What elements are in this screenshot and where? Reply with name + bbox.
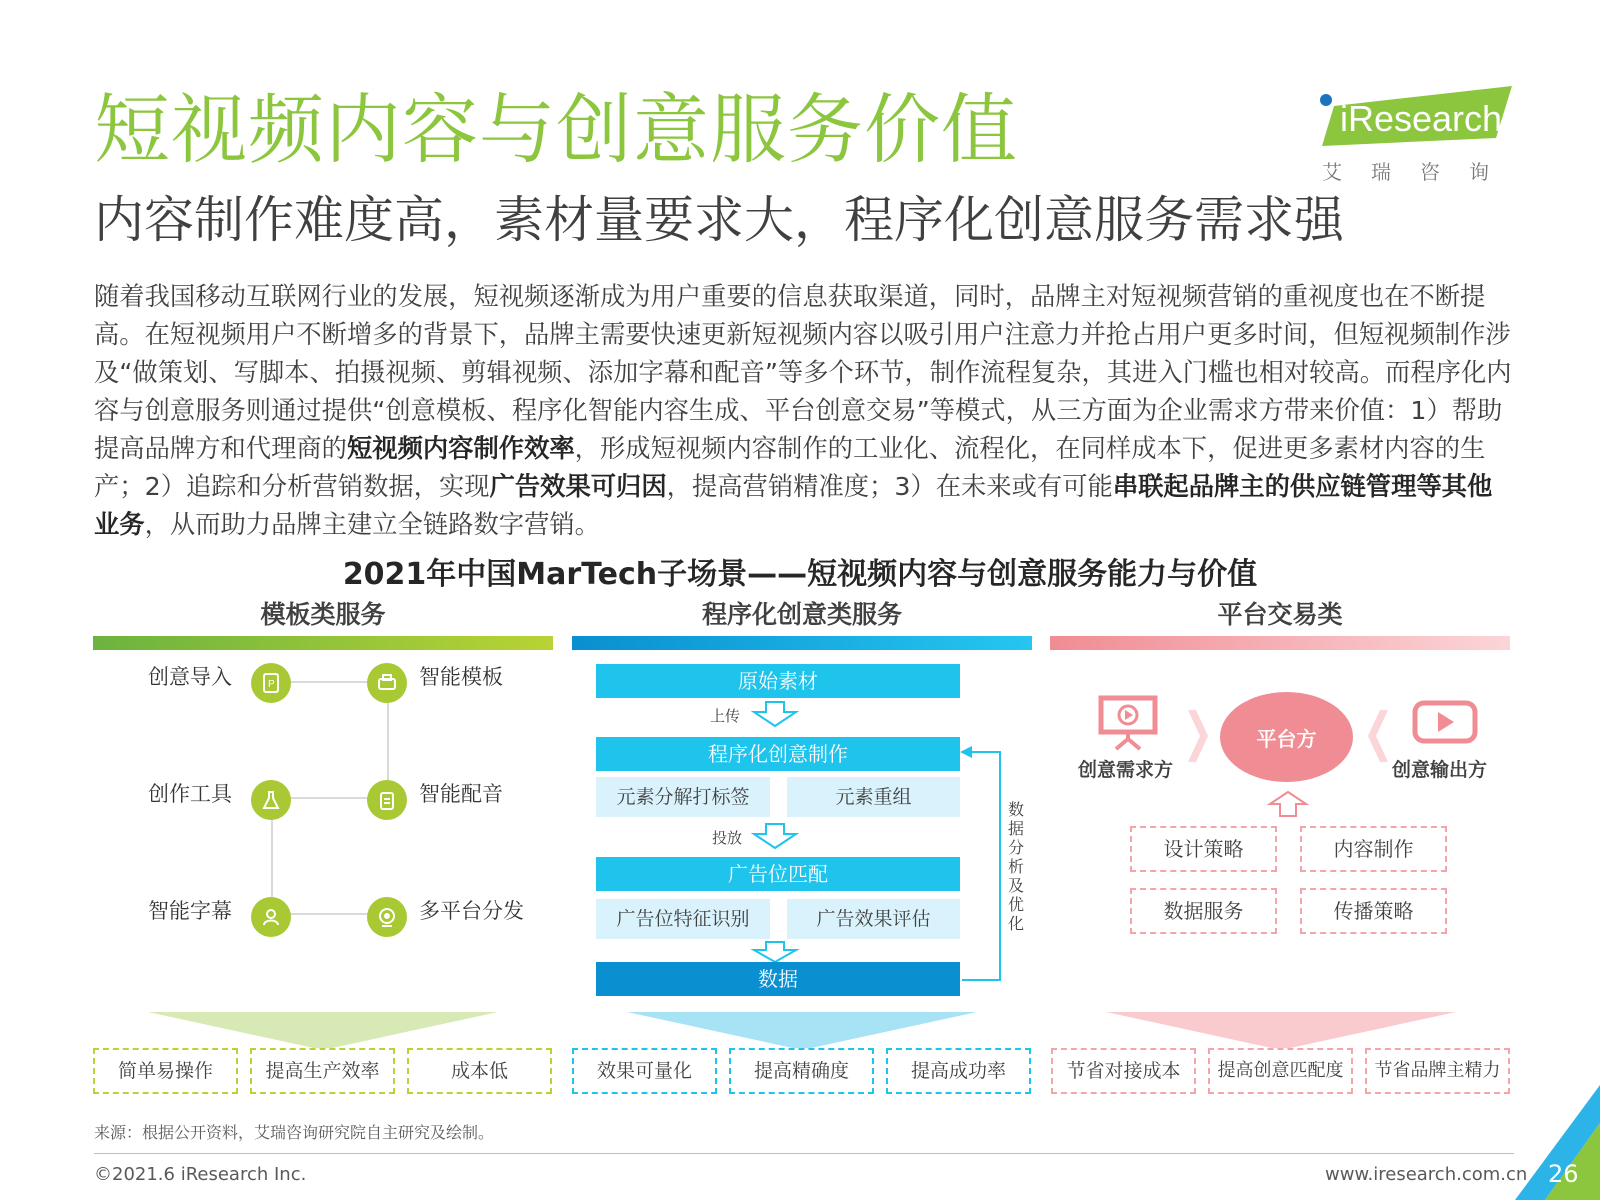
chevron-right-icon (1186, 708, 1210, 764)
user-icon (251, 897, 291, 937)
section-title-programmatic: 程序化创意类服务 (701, 600, 902, 629)
demand-side-label: 创意需求方 (1078, 759, 1174, 781)
output-side-label: 创意输出方 (1392, 759, 1488, 781)
down-arrow-icon (750, 822, 800, 850)
value-box: 提高生产效率 (250, 1048, 395, 1094)
diagram-title: 2021年中国MarTech子场景——短视频内容与创意服务能力与价值 (342, 557, 1258, 592)
ad-effect-eval-box: 广告效果评估 (787, 899, 960, 939)
video-play-icon (1412, 700, 1478, 748)
footer-divider (94, 1153, 1514, 1154)
presentation-icon (1098, 695, 1158, 755)
flask-icon (251, 780, 291, 820)
template-icon (367, 663, 407, 703)
down-arrow-icon (750, 700, 800, 728)
camera-icon (367, 897, 407, 937)
value-box: 效果可量化 (572, 1048, 717, 1094)
page-subtitle: 内容制作难度高，素材量要求大，程序化创意服务需求强 (94, 191, 1344, 249)
iresearch-logo (1320, 86, 1520, 154)
service-box: 传播策略 (1300, 888, 1447, 934)
page-number: 26 (1548, 1160, 1579, 1188)
value-box: 提高创意匹配度 (1208, 1048, 1353, 1094)
template-item-label: 智能字幕 (148, 899, 232, 923)
value-box: 节省品牌主精力 (1365, 1048, 1510, 1094)
value-box: 成本低 (407, 1048, 552, 1094)
section-bar-blue (572, 636, 1032, 650)
template-item-label: 智能配音 (419, 782, 503, 806)
template-item-label: 智能模板 (419, 665, 503, 689)
template-item-label: 创作工具 (148, 782, 232, 806)
paragraph-text: ，提高营销精准度；3）在未来或有可能 (666, 472, 1113, 501)
funnel-pink (1106, 1012, 1456, 1052)
template-item-label: 多平台分发 (419, 899, 524, 923)
section-bar-green (93, 636, 553, 650)
deliver-label: 投放 (712, 829, 743, 847)
section-title-template: 模板类服务 (260, 600, 386, 629)
raw-material-box: 原始素材 (596, 664, 960, 698)
feedback-loop-arrow (960, 745, 1005, 985)
copyright: ©2021.6 iResearch Inc. (94, 1164, 307, 1185)
paragraph-text: ，形成短视频内容制作的工业化、流程化，在同样成本下，促进更多素材内容的生产；2）追踪和分析营销数据，实现 (94, 434, 1486, 501)
down-arrow-icon (750, 940, 800, 964)
page-title: 短视频内容与创意服务价值 (94, 85, 1018, 174)
paragraph-text: 随着我国移动互联网行业的发展，短视频逐渐成为用户重要的信息获取渠道，同时，品牌主对短视频营销的重视度也在不断提高。在短视频用户不断增多的背景下，品牌主需要快速更新短视频内容以吸引用户注意力并抢占用户更多时间，但短视频制作涉及“做策划、写脚本、拍摄视频、剪辑视频、添加字幕和配音”等多个环节，制作流程复杂，其进入门槛也相对较高。而程序化内容与创意服务则通过提供“创意模板、程序化智能内容生成、平台创意交易”等模式，从三方面为企业需求方带来价值：1）帮助提高品牌方和代理商的 (94, 282, 1512, 463)
value-box: 提高成功率 (886, 1048, 1031, 1094)
intro-paragraph (94, 278, 1514, 544)
upload-label: 上传 (710, 707, 741, 725)
funnel-green (148, 1012, 498, 1052)
value-box: 节省对接成本 (1051, 1048, 1196, 1094)
ppt-icon (251, 663, 291, 703)
logo-text: iResearch (1340, 98, 1503, 139)
svg-text:P: P (268, 679, 275, 690)
paragraph-emphasis: 广告效果可归因 (489, 472, 667, 501)
value-box: 提高精确度 (729, 1048, 874, 1094)
template-item-label: 创意导入 (148, 665, 232, 689)
creative-production-box: 程序化创意制作 (596, 737, 960, 771)
up-arrow-icon (1267, 790, 1309, 818)
value-box: 简单易操作 (93, 1048, 238, 1094)
data-box: 数据 (596, 962, 960, 996)
website-link[interactable]: www.iresearch.com.cn (1325, 1164, 1528, 1185)
paragraph-text: ，从而助力品牌主建立全链路数字营销。 (144, 510, 600, 539)
paragraph-emphasis: 串联起品牌主的供应链管理等其他业务 (94, 472, 1493, 539)
clipboard-icon (367, 780, 407, 820)
service-box: 设计策略 (1130, 826, 1277, 872)
loop-label: 数据分析及优化 (1008, 800, 1025, 933)
service-box: 内容制作 (1300, 826, 1447, 872)
chevron-left-icon (1366, 708, 1390, 764)
section-title-platform: 平台交易类 (1217, 600, 1343, 629)
funnel-blue (627, 1012, 977, 1052)
section-bar-pink (1050, 636, 1510, 650)
source-note: 来源：根据公开资料，艾瑞咨询研究院自主研究及绘制。 (94, 1123, 495, 1142)
element-tagging-box: 元素分解打标签 (596, 777, 770, 817)
logo-chinese: 艾瑞咨询 (1322, 160, 1518, 184)
service-box: 数据服务 (1130, 888, 1277, 934)
platform-hub: 平台方 (1220, 692, 1353, 782)
element-recombine-box: 元素重组 (787, 777, 960, 817)
ad-slot-matching-box: 广告位匹配 (596, 857, 960, 891)
ad-slot-feature-box: 广告位特征识别 (596, 899, 770, 939)
paragraph-emphasis: 短视频内容制作效率 (346, 434, 575, 463)
